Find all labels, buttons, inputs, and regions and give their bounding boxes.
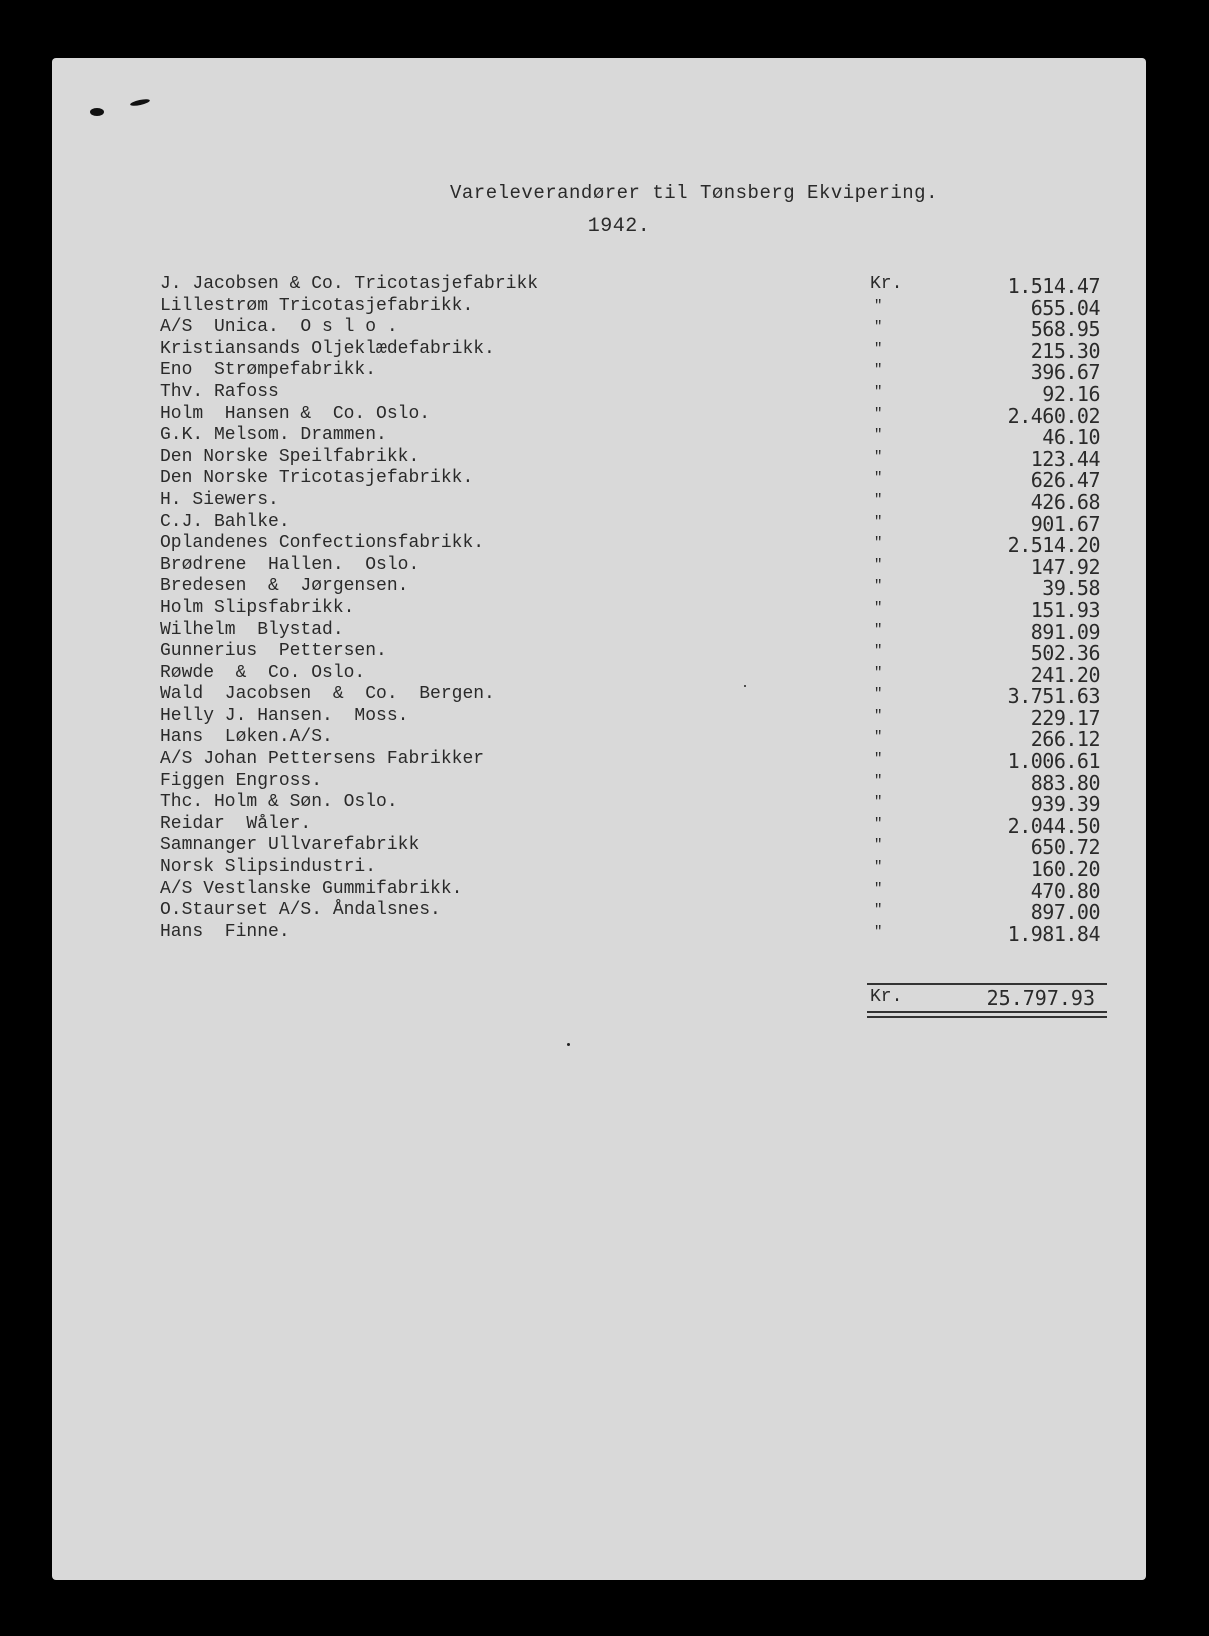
paper-speck: [744, 685, 746, 687]
total-double-rule: [867, 1016, 1107, 1018]
amount: 92.16: [1042, 381, 1100, 406]
supplier-name: H. Siewers.: [160, 489, 279, 510]
ditto-mark: ": [874, 491, 883, 508]
supplier-row: [160, 382, 1100, 404]
supplier-row: [160, 900, 1100, 925]
document-year: 1942.: [587, 215, 651, 238]
supplier-row: [160, 598, 1100, 620]
supplier-name: J. Jacobsen & Co. Tricotasjefabrikk: [160, 274, 539, 294]
ditto-mark: ": [874, 923, 883, 940]
supplier-row: [160, 857, 1100, 882]
total-double-rule: [867, 1011, 1107, 1013]
amount: 426.68: [1030, 489, 1100, 514]
supplier-row: [160, 360, 1100, 385]
supplier-row: [160, 706, 1100, 728]
amount: 39.58: [1042, 576, 1100, 601]
supplier-name: A/S Johan Pettersens Fabrikker: [160, 749, 485, 770]
ditto-mark: ": [874, 772, 883, 789]
document-title: Vareleverandører til Tønsberg Ekvipering.: [450, 182, 938, 204]
supplier-name: Den Norske Speilfabrikk.: [160, 446, 420, 467]
supplier-name: A/S Vestlanske Gummifabrikk.: [160, 878, 463, 899]
supplier-row: [160, 274, 1100, 296]
supplier-row: [160, 663, 1100, 685]
supplier-name: Lillestrøm Tricotasjefabrikk.: [160, 295, 474, 316]
supplier-name: Thc. Holm & Søn. Oslo.: [160, 792, 398, 813]
ditto-mark: ": [874, 729, 883, 746]
supplier-name: Reidar Wåler.: [160, 813, 312, 834]
amount: 147.92: [1030, 554, 1100, 579]
amount: 1.514.47: [1007, 274, 1100, 298]
amount: 2.514.20: [1007, 533, 1100, 558]
total-row: [867, 983, 1107, 1023]
amount: 939.39: [1030, 792, 1100, 817]
supplier-name: Kristiansands Oljeklædefabrikk.: [160, 338, 495, 359]
amount: 470.80: [1030, 878, 1100, 903]
supplier-name: Oplandenes Confectionsfabrikk.: [160, 533, 485, 554]
total-amount: 25.797.93: [986, 986, 1095, 1010]
ditto-mark: ": [874, 470, 883, 487]
supplier-name: Thv. Rafoss: [160, 381, 279, 402]
ditto-mark: ": [874, 643, 883, 660]
amount: 1.981.84: [1007, 921, 1100, 946]
supplier-name: Gunnerius Pettersen.: [160, 641, 387, 662]
amount: 3.751.63: [1007, 684, 1100, 709]
supplier-row: [160, 749, 1100, 774]
supplier-row: [160, 339, 1100, 361]
amount: 241.20: [1030, 662, 1100, 687]
supplier-row: [160, 555, 1100, 577]
amount: 46.10: [1042, 425, 1100, 450]
amount: 502.36: [1030, 641, 1100, 666]
supplier-name: Wald Jacobsen & Co. Bergen.: [160, 684, 495, 705]
supplier-row: [160, 317, 1100, 342]
supplier-list: [160, 274, 1100, 946]
supplier-name: Helly J. Hansen. Moss.: [160, 705, 409, 726]
ditto-mark: ": [874, 880, 883, 897]
ditto-mark: ": [874, 902, 883, 919]
ditto-mark: ": [874, 405, 883, 422]
supplier-name: Samnanger Ullvarefabrikk: [160, 835, 420, 856]
supplier-name: Holm Hansen & Co. Oslo.: [160, 403, 431, 424]
supplier-row: [160, 814, 1100, 836]
ditto-mark: ": [874, 362, 883, 379]
ditto-mark: ": [874, 859, 883, 876]
ditto-mark: ": [874, 340, 883, 357]
amount: 626.47: [1030, 468, 1100, 493]
supplier-row: [160, 447, 1100, 469]
amount: 891.09: [1030, 619, 1100, 644]
ditto-mark: ": [874, 599, 883, 616]
ink-blot: [130, 98, 151, 107]
currency-label: Kr.: [870, 274, 903, 294]
supplier-row: [160, 490, 1100, 512]
supplier-name: A/S Unica. O s l o .: [160, 317, 398, 338]
amount: 897.00: [1030, 900, 1100, 925]
amount: 396.67: [1030, 360, 1100, 385]
supplier-name: Eno Strømpefabrikk.: [160, 360, 377, 381]
amount: 1.006.61: [1007, 749, 1100, 774]
supplier-name: Den Norske Tricotasjefabrikk.: [160, 468, 474, 489]
amount: 215.30: [1030, 338, 1100, 363]
amount: 568.95: [1030, 317, 1100, 342]
supplier-row: [160, 727, 1100, 752]
amount: 655.04: [1030, 295, 1100, 320]
supplier-row: [160, 404, 1100, 426]
amount: 160.20: [1030, 857, 1100, 882]
supplier-name: Hans Finne.: [160, 921, 290, 942]
supplier-row: [160, 641, 1100, 666]
supplier-name: Wilhelm Blystad.: [160, 619, 344, 640]
total-currency: Kr.: [870, 987, 903, 1007]
ink-blot: [90, 108, 104, 116]
ditto-mark: ": [874, 383, 883, 400]
supplier-row: [160, 879, 1100, 901]
supplier-name: G.K. Melsom. Drammen.: [160, 425, 387, 446]
supplier-row: [160, 296, 1100, 318]
amount: 266.12: [1030, 727, 1100, 752]
ditto-mark: ": [874, 319, 883, 336]
amount: 901.67: [1030, 511, 1100, 536]
ditto-mark: ": [874, 815, 883, 832]
total-rule-top: [867, 983, 1107, 985]
supplier-name: C.J. Bahlke.: [160, 511, 290, 532]
supplier-row: [160, 792, 1100, 817]
supplier-row: [160, 512, 1100, 534]
supplier-row: [160, 468, 1100, 493]
ditto-mark: ": [874, 556, 883, 573]
ditto-mark: ": [874, 664, 883, 681]
supplier-name: Hans Løken.A/S.: [160, 727, 333, 748]
ditto-mark: ": [874, 297, 883, 314]
ditto-mark: ": [874, 513, 883, 530]
supplier-row: [160, 684, 1100, 709]
paper-speck: [567, 1043, 570, 1046]
ditto-mark: ": [874, 794, 883, 811]
supplier-row: [160, 425, 1100, 450]
amount: 123.44: [1030, 446, 1100, 471]
amount: 883.80: [1030, 770, 1100, 795]
supplier-name: O.Staurset A/S. Åndalsnes.: [160, 900, 441, 921]
ditto-mark: ": [874, 751, 883, 768]
supplier-row: [160, 835, 1100, 860]
amount: 229.17: [1030, 705, 1100, 730]
supplier-row: [160, 620, 1100, 642]
ditto-mark: ": [874, 578, 883, 595]
amount: 2.460.02: [1007, 403, 1100, 428]
ditto-mark: ": [874, 535, 883, 552]
supplier-name: Bredesen & Jørgensen.: [160, 576, 409, 597]
supplier-name: Brødrene Hallen. Oslo.: [160, 554, 420, 575]
amount: 2.044.50: [1007, 813, 1100, 838]
ink-smudge: [82, 83, 152, 123]
supplier-name: Norsk Slipsindustri.: [160, 857, 377, 878]
ditto-mark: ": [874, 707, 883, 724]
ditto-mark: ": [874, 427, 883, 444]
supplier-name: Figgen Engross.: [160, 770, 323, 791]
supplier-row: [160, 771, 1100, 793]
ditto-mark: ": [874, 837, 883, 854]
supplier-name: Holm Slipsfabrikk.: [160, 597, 355, 618]
document-page: [52, 58, 1146, 1580]
supplier-row: [160, 576, 1100, 601]
supplier-row: [160, 533, 1100, 558]
amount: 650.72: [1030, 835, 1100, 860]
supplier-row: [160, 922, 1100, 944]
ditto-mark: ": [874, 448, 883, 465]
amount: 151.93: [1030, 597, 1100, 622]
ditto-mark: ": [874, 686, 883, 703]
ditto-mark: ": [874, 621, 883, 638]
supplier-name: Røwde & Co. Oslo.: [160, 662, 366, 683]
